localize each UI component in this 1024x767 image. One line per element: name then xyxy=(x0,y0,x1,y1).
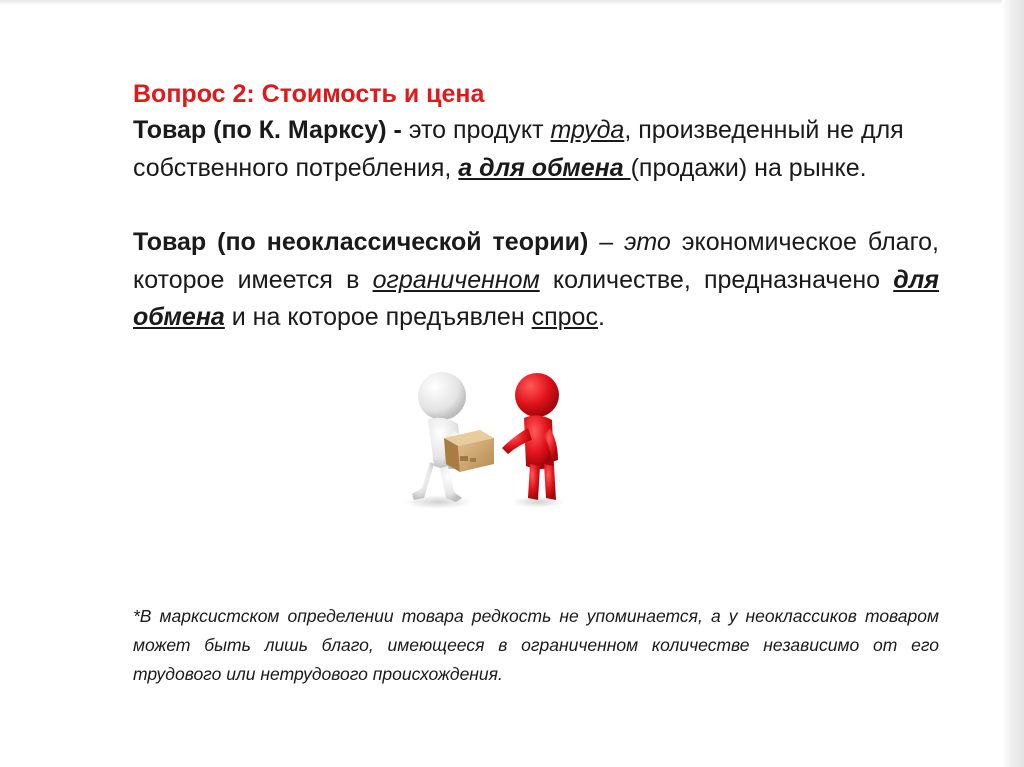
footnote: *В марксистском определении товара редкость не упоминается, а у неоклассиков товаром может быть лишь благо, имеющееся в ограниченном количестве независимо от его трудового или нетрудового происхождения. xyxy=(133,606,939,684)
definition-neoclassical-demand: спрос xyxy=(531,303,598,331)
person-handing-box-icon xyxy=(398,362,598,514)
slide-right-edge xyxy=(1002,0,1024,767)
slide-content xyxy=(133,76,939,337)
definition-neoclassical-text-a: экономическое благо, которое имеется в xyxy=(133,228,939,294)
definition-neoclassical-text-d: . xyxy=(597,303,605,331)
definition-neoclassical-text-c: и на которое предъявлен xyxy=(224,303,532,331)
definition-marx xyxy=(133,112,939,187)
definition-neoclassical-limited: ограниченном xyxy=(372,265,540,294)
definition-marx-labour: труда xyxy=(550,116,625,144)
definition-neoclassical-dash: – xyxy=(588,228,625,256)
definition-marx-text-a: это продукт xyxy=(401,116,551,144)
definition-marx-label: Товар (по К. Марксу) - xyxy=(133,116,402,144)
definition-neoclassical-text-b: количестве, предназначено xyxy=(539,265,894,294)
definition-marx-text-b: , произведенный не для собственного потребления, xyxy=(133,116,904,182)
definition-marx-exchange: а для обмена xyxy=(458,153,631,182)
definition-marx-text-c: (продажи) на рынке. xyxy=(630,153,867,182)
slide-top-edge xyxy=(0,0,1024,5)
definition-neoclassical-this: это xyxy=(624,228,671,256)
definition-neoclassical xyxy=(133,224,939,337)
red-figure xyxy=(502,373,559,500)
definition-neoclassical-for-exchange: для обмена xyxy=(133,265,940,331)
slide-title: Вопрос 2: Стоимость и цена xyxy=(133,80,485,108)
definition-neoclassical-label: Товар (по неоклассической теории) xyxy=(133,228,589,256)
